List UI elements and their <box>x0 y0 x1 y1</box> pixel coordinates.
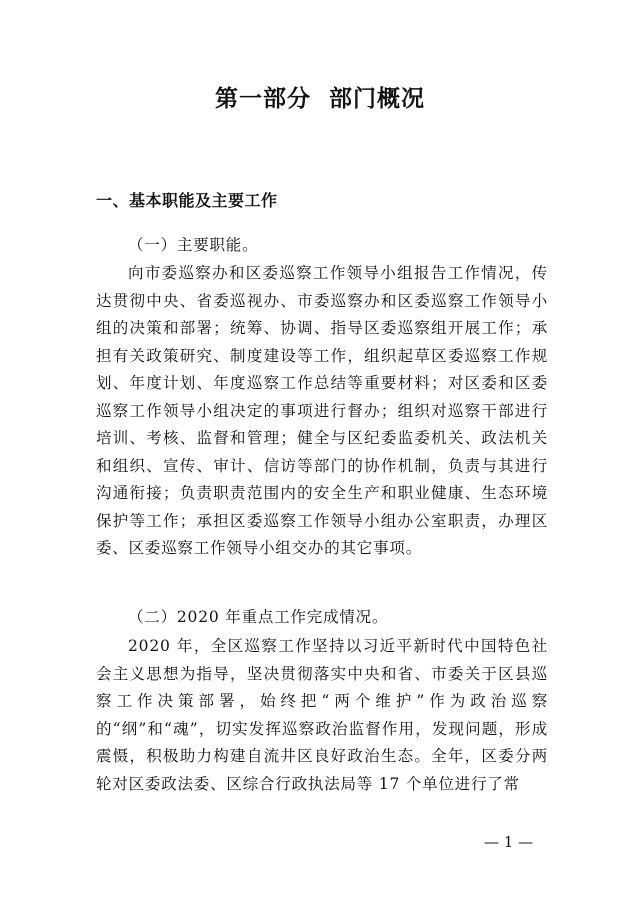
page-title: 第一部分 部门概况 <box>214 86 425 112</box>
paragraph-main-duties: 向市委巡察办和区委巡察工作领导小组报告工作情况，传达贯彻中央、省委巡视办、市委巡察办和区委巡察工作领导小组的决策和部署；统筹、协调、指导区委巡察组开展工作；承担有关政策研究、制度建设等工作，组织起草区委巡察工作规划、年度计划、年度巡察工作总结等重要材料；对区委和区委巡察工作领导小组决定的事项进行督办；组织对巡察干部进行培训、考核、监督和管理；健全与区纪委监委机关、政法机关和组织、宣传、审计、信访等部门的协作机制，负责与其进行沟通衔接；负责职责范围内的安全生产和职业健康、生态环境保护等工作；承担区委巡察工作领导小组办公室职责，办理区委、区委巡察工作领导小组交办的其它事项。 <box>96 264 548 557</box>
page-number: — 1 — <box>484 833 534 851</box>
subsection-heading-2020-work: （二）2020 年重点工作完成情况。 <box>128 608 389 626</box>
paragraph-2020-work: 2020 年，全区巡察工作坚持以习近平新时代中国特色社会主义思想为指导，坚决贯彻落实中央和省、市委关于区县巡察工作决策部署，始终把“两个维护”作为政治巡察的“纲”和“魂”，切实发挥巡察政治监督作用，发现问题，形成震慑，积极助力构建自流井区良好政治生态。全年，区委分两轮对区委政法委、区综合行政执法局等 17 个单位进行了常 <box>96 637 548 793</box>
subsection-heading-main-duties: （一）主要职能。 <box>128 236 259 254</box>
section-heading: 一、基本职能及主要工作 <box>96 191 278 210</box>
